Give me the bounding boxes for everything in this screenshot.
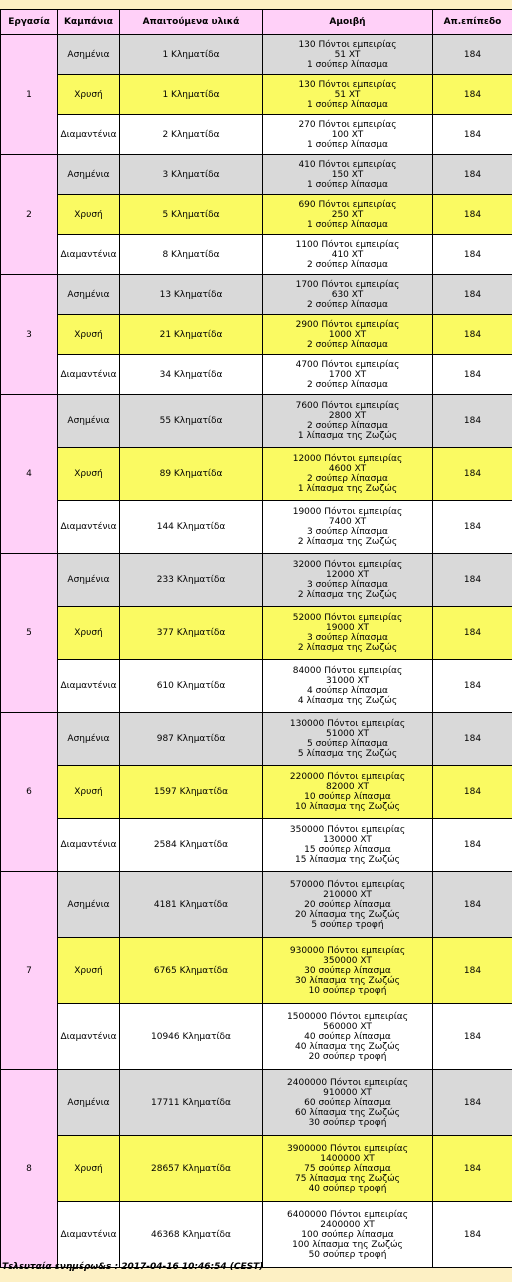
reward-line: 2 σούπερ λίπασμα bbox=[307, 421, 388, 431]
reward-cell bbox=[263, 35, 433, 75]
level-cell: 184 bbox=[433, 938, 512, 1004]
reward-line: 10 λίπασμα της Ζωζώς bbox=[295, 802, 400, 812]
reward-line: 1000 XT bbox=[328, 329, 367, 340]
reward-cell bbox=[263, 235, 433, 275]
reward-line: 910000 XT bbox=[323, 1087, 372, 1098]
campaign-cell: Χρυσή bbox=[58, 607, 120, 660]
level-cell: 184 bbox=[433, 35, 512, 75]
header-materials: Απαιτούμενα υλικά bbox=[120, 10, 263, 35]
table-row bbox=[1, 155, 512, 195]
reward-line: 1 σούπερ λίπασμα bbox=[307, 99, 388, 110]
table-row bbox=[1, 75, 512, 115]
level-cell: 184 bbox=[433, 155, 512, 195]
campaign-cell: Διαμαντένια bbox=[58, 235, 120, 275]
task-number: 6 bbox=[1, 713, 58, 872]
table-row bbox=[1, 35, 512, 75]
header-task: Εργασία bbox=[1, 10, 58, 35]
level-cell: 184 bbox=[433, 607, 512, 660]
reward-line: 2 λίπασμα της Ζωζώς bbox=[297, 643, 398, 653]
reward-line: 690 Πόντοι εμπειρίας bbox=[298, 199, 397, 210]
header-reward: Αμοιβή bbox=[263, 10, 433, 35]
campaign-cell: Ασημένια bbox=[58, 1070, 120, 1136]
table-row bbox=[1, 819, 512, 872]
table-row bbox=[1, 115, 512, 155]
last-updated: Τελευταία ενημέρω&s : 2017-04-16 10:46:54 (CEST) bbox=[2, 1262, 264, 1272]
campaign-cell: Χρυσή bbox=[58, 75, 120, 115]
reward-cell bbox=[263, 275, 433, 315]
materials-cell: 3 Κληματίδα bbox=[120, 155, 263, 195]
reward-line: 7600 Πόντοι εμπειρίας bbox=[295, 401, 400, 411]
reward-cell bbox=[263, 355, 433, 395]
campaign-cell: Διαμαντένια bbox=[58, 1004, 120, 1070]
reward-cell bbox=[263, 872, 433, 938]
level-cell: 184 bbox=[433, 235, 512, 275]
campaign-cell: Διαμαντένια bbox=[58, 501, 120, 554]
materials-cell: 987 Κληματίδα bbox=[120, 713, 263, 766]
level-cell: 184 bbox=[433, 448, 512, 501]
reward-cell bbox=[263, 395, 433, 448]
campaign-cell: Χρυσή bbox=[58, 448, 120, 501]
table-row bbox=[1, 1202, 512, 1268]
reward-line: 4 λίπασμα της Ζωζώς bbox=[297, 696, 398, 706]
reward-cell bbox=[263, 766, 433, 819]
reward-line: 32000 Πόντοι εμπειρίας bbox=[292, 560, 403, 570]
table-row bbox=[1, 872, 512, 938]
reward-line: 7400 XT bbox=[328, 517, 367, 527]
reward-line: 130000 XT bbox=[323, 835, 372, 845]
task-number: 7 bbox=[1, 872, 58, 1070]
reward-cell bbox=[263, 315, 433, 355]
task-number: 8 bbox=[1, 1070, 58, 1268]
task-number: 3 bbox=[1, 275, 58, 395]
reward-line: 2 σούπερ λίπασμα bbox=[307, 379, 388, 390]
table-row bbox=[1, 938, 512, 1004]
reward-cell bbox=[263, 1070, 433, 1136]
campaign-cell: Ασημένια bbox=[58, 35, 120, 75]
campaign-cell: Ασημένια bbox=[58, 155, 120, 195]
table-row bbox=[1, 1004, 512, 1070]
reward-line: 1100 Πόντοι εμπειρίας bbox=[295, 239, 400, 250]
reward-line: 19000 XT bbox=[326, 623, 369, 633]
reward-line: 1700 XT bbox=[328, 369, 367, 380]
materials-cell: 89 Κληματίδα bbox=[120, 448, 263, 501]
level-cell: 184 bbox=[433, 1136, 512, 1202]
reward-line: 3 σούπερ λίπασμα bbox=[307, 580, 388, 590]
reward-line: 2 λίπασμα της Ζωζώς bbox=[297, 537, 398, 547]
campaign-cell: Ασημένια bbox=[58, 275, 120, 315]
reward-line: 2 λίπασμα της Ζωζώς bbox=[297, 590, 398, 600]
reward-line: 2800 XT bbox=[328, 411, 367, 421]
reward-line: 31000 XT bbox=[326, 676, 369, 686]
reward-line: 30 λίπασμα της Ζωζώς bbox=[295, 975, 400, 986]
reward-line: 3900000 Πόντοι εμπειρίας bbox=[287, 1143, 408, 1154]
campaign-cell: Ασημένια bbox=[58, 554, 120, 607]
reward-line: 6400000 Πόντοι εμπειρίας bbox=[287, 1209, 408, 1220]
reward-line: 3 σούπερ λίπασμα bbox=[307, 527, 388, 537]
materials-cell: 55 Κληματίδα bbox=[120, 395, 263, 448]
table-row bbox=[1, 660, 512, 713]
reward-line: 100 λίπασμα της Ζωζώς bbox=[292, 1239, 403, 1250]
materials-cell: 233 Κληματίδα bbox=[120, 554, 263, 607]
reward-line: 3 σούπερ λίπασμα bbox=[307, 633, 388, 643]
reward-line: 40 σούπερ τροφή bbox=[308, 1183, 387, 1194]
level-cell: 184 bbox=[433, 115, 512, 155]
materials-cell: 28657 Κληματίδα bbox=[120, 1136, 263, 1202]
reward-line: 60 λίπασμα της Ζωζώς bbox=[295, 1107, 400, 1118]
table-row bbox=[1, 501, 512, 554]
table-row bbox=[1, 1070, 512, 1136]
reward-cell bbox=[263, 819, 433, 872]
table-row bbox=[1, 766, 512, 819]
reward-line: 50 σούπερ τροφή bbox=[308, 1249, 387, 1260]
reward-line: 1700 Πόντοι εμπειρίας bbox=[295, 279, 400, 290]
reward-line: 2 σούπερ λίπασμα bbox=[307, 299, 388, 310]
reward-line: 5 σούπερ λίπασμα bbox=[307, 739, 388, 749]
rewards-table bbox=[0, 9, 512, 1268]
reward-line: 410 XT bbox=[331, 249, 364, 260]
level-cell: 184 bbox=[433, 275, 512, 315]
level-cell: 184 bbox=[433, 395, 512, 448]
reward-line: 130 Πόντοι εμπειρίας bbox=[298, 39, 397, 50]
reward-line: 52000 Πόντοι εμπειρίας bbox=[292, 613, 403, 623]
materials-cell: 1 Κληματίδα bbox=[120, 75, 263, 115]
reward-line: 270 Πόντοι εμπειρίας bbox=[298, 119, 397, 130]
table-row bbox=[1, 195, 512, 235]
reward-line: 60 σούπερ λίπασμα bbox=[304, 1097, 391, 1108]
header-campaign: Καμπάνια bbox=[58, 10, 120, 35]
level-cell: 184 bbox=[433, 554, 512, 607]
materials-cell: 2584 Κληματίδα bbox=[120, 819, 263, 872]
level-cell: 184 bbox=[433, 1070, 512, 1136]
reward-line: 4 σούπερ λίπασμα bbox=[307, 686, 388, 696]
campaign-cell: Χρυσή bbox=[58, 315, 120, 355]
reward-line: 100 σούπερ λίπασμα bbox=[301, 1229, 394, 1240]
campaign-cell: Ασημένια bbox=[58, 872, 120, 938]
reward-line: 100 XT bbox=[331, 129, 364, 140]
campaign-cell: Διαμαντένια bbox=[58, 819, 120, 872]
level-cell: 184 bbox=[433, 75, 512, 115]
level-cell: 184 bbox=[433, 713, 512, 766]
reward-cell bbox=[263, 938, 433, 1004]
level-cell: 184 bbox=[433, 195, 512, 235]
reward-line: 20 λίπασμα της Ζωζώς bbox=[295, 909, 400, 920]
reward-line: 15 σούπερ λίπασμα bbox=[304, 845, 391, 855]
reward-line: 930000 Πόντοι εμπειρίας bbox=[289, 945, 406, 956]
reward-line: 12000 XT bbox=[326, 570, 369, 580]
reward-line: 51 XT bbox=[334, 89, 361, 100]
level-cell: 184 bbox=[433, 819, 512, 872]
table-row bbox=[1, 275, 512, 315]
materials-cell: 1 Κληματίδα bbox=[120, 35, 263, 75]
materials-cell: 13 Κληματίδα bbox=[120, 275, 263, 315]
reward-line: 130 Πόντοι εμπειρίας bbox=[298, 79, 397, 90]
reward-line: 84000 Πόντοι εμπειρίας bbox=[292, 666, 403, 676]
reward-line: 20 σούπερ τροφή bbox=[308, 1051, 387, 1062]
reward-line: 40 σούπερ λίπασμα bbox=[304, 1031, 391, 1042]
reward-line: 1500000 Πόντοι εμπειρίας bbox=[287, 1011, 408, 1022]
level-cell: 184 bbox=[433, 315, 512, 355]
table-row bbox=[1, 554, 512, 607]
reward-line: 10 σούπερ λίπασμα bbox=[304, 792, 391, 802]
reward-line: 2400000 XT bbox=[320, 1219, 375, 1230]
task-number: 2 bbox=[1, 155, 58, 275]
reward-cell bbox=[263, 448, 433, 501]
reward-line: 220000 Πόντοι εμπειρίας bbox=[289, 772, 406, 782]
reward-line: 2400000 Πόντοι εμπειρίας bbox=[287, 1077, 408, 1088]
reward-line: 350000 Πόντοι εμπειρίας bbox=[289, 825, 406, 835]
reward-line: 1400000 XT bbox=[320, 1153, 375, 1164]
task-number: 5 bbox=[1, 554, 58, 713]
campaign-cell: Χρυσή bbox=[58, 195, 120, 235]
materials-cell: 1597 Κληματίδα bbox=[120, 766, 263, 819]
materials-cell: 4181 Κληματίδα bbox=[120, 872, 263, 938]
header-row bbox=[1, 10, 512, 35]
reward-cell bbox=[263, 554, 433, 607]
reward-line: 12000 Πόντοι εμπειρίας bbox=[292, 454, 403, 464]
reward-line: 15 λίπασμα της Ζωζώς bbox=[295, 855, 400, 865]
reward-line: 1 λίπασμα της Ζωζώς bbox=[297, 431, 398, 441]
table-row bbox=[1, 355, 512, 395]
reward-cell bbox=[263, 115, 433, 155]
table-row bbox=[1, 315, 512, 355]
reward-line: 10 σούπερ τροφή bbox=[308, 985, 387, 996]
reward-line: 1 σούπερ λίπασμα bbox=[307, 59, 388, 70]
task-number: 4 bbox=[1, 395, 58, 554]
materials-cell: 2 Κληματίδα bbox=[120, 115, 263, 155]
reward-cell bbox=[263, 75, 433, 115]
reward-line: 5 σούπερ τροφή bbox=[311, 919, 384, 930]
reward-cell bbox=[263, 501, 433, 554]
table-row bbox=[1, 395, 512, 448]
table-body bbox=[1, 35, 512, 1268]
reward-line: 19000 Πόντοι εμπειρίας bbox=[292, 507, 403, 517]
reward-cell bbox=[263, 1004, 433, 1070]
campaign-cell: Χρυσή bbox=[58, 938, 120, 1004]
materials-cell: 5 Κληματίδα bbox=[120, 195, 263, 235]
reward-line: 82000 XT bbox=[326, 782, 369, 792]
reward-line: 51000 XT bbox=[326, 729, 369, 739]
level-cell: 184 bbox=[433, 501, 512, 554]
materials-cell: 8 Κληματίδα bbox=[120, 235, 263, 275]
reward-line: 560000 XT bbox=[323, 1021, 372, 1032]
reward-line: 75 λίπασμα της Ζωζώς bbox=[295, 1173, 400, 1184]
reward-line: 1 σούπερ λίπασμα bbox=[307, 139, 388, 150]
level-cell: 184 bbox=[433, 660, 512, 713]
level-cell: 184 bbox=[433, 1004, 512, 1070]
level-cell: 184 bbox=[433, 872, 512, 938]
reward-cell bbox=[263, 1136, 433, 1202]
reward-line: 4600 XT bbox=[328, 464, 367, 474]
reward-line: 2 σούπερ λίπασμα bbox=[307, 339, 388, 350]
level-cell: 184 bbox=[433, 766, 512, 819]
campaign-cell: Διαμαντένια bbox=[58, 115, 120, 155]
reward-line: 1 λίπασμα της Ζωζώς bbox=[297, 484, 398, 494]
reward-cell bbox=[263, 1202, 433, 1268]
campaign-cell: Ασημένια bbox=[58, 713, 120, 766]
materials-cell: 17711 Κληματίδα bbox=[120, 1070, 263, 1136]
reward-line: 40 λίπασμα της Ζωζώς bbox=[295, 1041, 400, 1052]
reward-line: 51 XT bbox=[334, 49, 361, 60]
reward-line: 250 XT bbox=[331, 209, 364, 220]
table-row bbox=[1, 448, 512, 501]
reward-line: 1 σούπερ λίπασμα bbox=[307, 219, 388, 230]
reward-line: 5 λίπασμα της Ζωζώς bbox=[297, 749, 398, 759]
level-cell: 184 bbox=[433, 355, 512, 395]
level-cell: 184 bbox=[433, 1202, 512, 1268]
materials-cell: 34 Κληματίδα bbox=[120, 355, 263, 395]
reward-line: 4700 Πόντοι εμπειρίας bbox=[295, 359, 400, 370]
materials-cell: 46368 Κληματίδα bbox=[120, 1202, 263, 1268]
table-row bbox=[1, 607, 512, 660]
task-number: 1 bbox=[1, 35, 58, 155]
table-row bbox=[1, 235, 512, 275]
table-row bbox=[1, 713, 512, 766]
reward-line: 30 σούπερ τροφή bbox=[308, 1117, 387, 1128]
campaign-cell: Διαμαντένια bbox=[58, 660, 120, 713]
materials-cell: 377 Κληματίδα bbox=[120, 607, 263, 660]
reward-line: 75 σούπερ λίπασμα bbox=[304, 1163, 391, 1174]
reward-line: 210000 XT bbox=[323, 889, 372, 900]
campaign-cell: Ασημένια bbox=[58, 395, 120, 448]
materials-cell: 10946 Κληματίδα bbox=[120, 1004, 263, 1070]
materials-cell: 21 Κληματίδα bbox=[120, 315, 263, 355]
campaign-cell: Διαμαντένια bbox=[58, 1202, 120, 1268]
reward-line: 130000 Πόντοι εμπειρίας bbox=[289, 719, 406, 729]
reward-cell bbox=[263, 607, 433, 660]
reward-line: 20 σούπερ λίπασμα bbox=[304, 899, 391, 910]
campaign-cell: Χρυσή bbox=[58, 766, 120, 819]
materials-cell: 6765 Κληματίδα bbox=[120, 938, 263, 1004]
reward-line: 30 σούπερ λίπασμα bbox=[304, 965, 391, 976]
reward-line: 1 σούπερ λίπασμα bbox=[307, 179, 388, 190]
campaign-cell: Χρυσή bbox=[58, 1136, 120, 1202]
campaign-cell: Διαμαντένια bbox=[58, 355, 120, 395]
reward-line: 2 σούπερ λίπασμα bbox=[307, 259, 388, 270]
reward-line: 410 Πόντοι εμπειρίας bbox=[298, 159, 397, 170]
reward-cell bbox=[263, 195, 433, 235]
materials-cell: 610 Κληματίδα bbox=[120, 660, 263, 713]
reward-cell bbox=[263, 660, 433, 713]
reward-line: 150 XT bbox=[331, 169, 364, 180]
header-level: Απ.επίπεδο bbox=[433, 10, 512, 35]
table-row bbox=[1, 1136, 512, 1202]
reward-cell bbox=[263, 155, 433, 195]
reward-line: 630 XT bbox=[331, 289, 364, 300]
reward-line: 2 σούπερ λίπασμα bbox=[307, 474, 388, 484]
reward-cell bbox=[263, 713, 433, 766]
reward-line: 2900 Πόντοι εμπειρίας bbox=[295, 319, 400, 330]
reward-line: 350000 XT bbox=[323, 955, 372, 966]
materials-cell: 144 Κληματίδα bbox=[120, 501, 263, 554]
reward-line: 570000 Πόντοι εμπειρίας bbox=[289, 879, 406, 890]
